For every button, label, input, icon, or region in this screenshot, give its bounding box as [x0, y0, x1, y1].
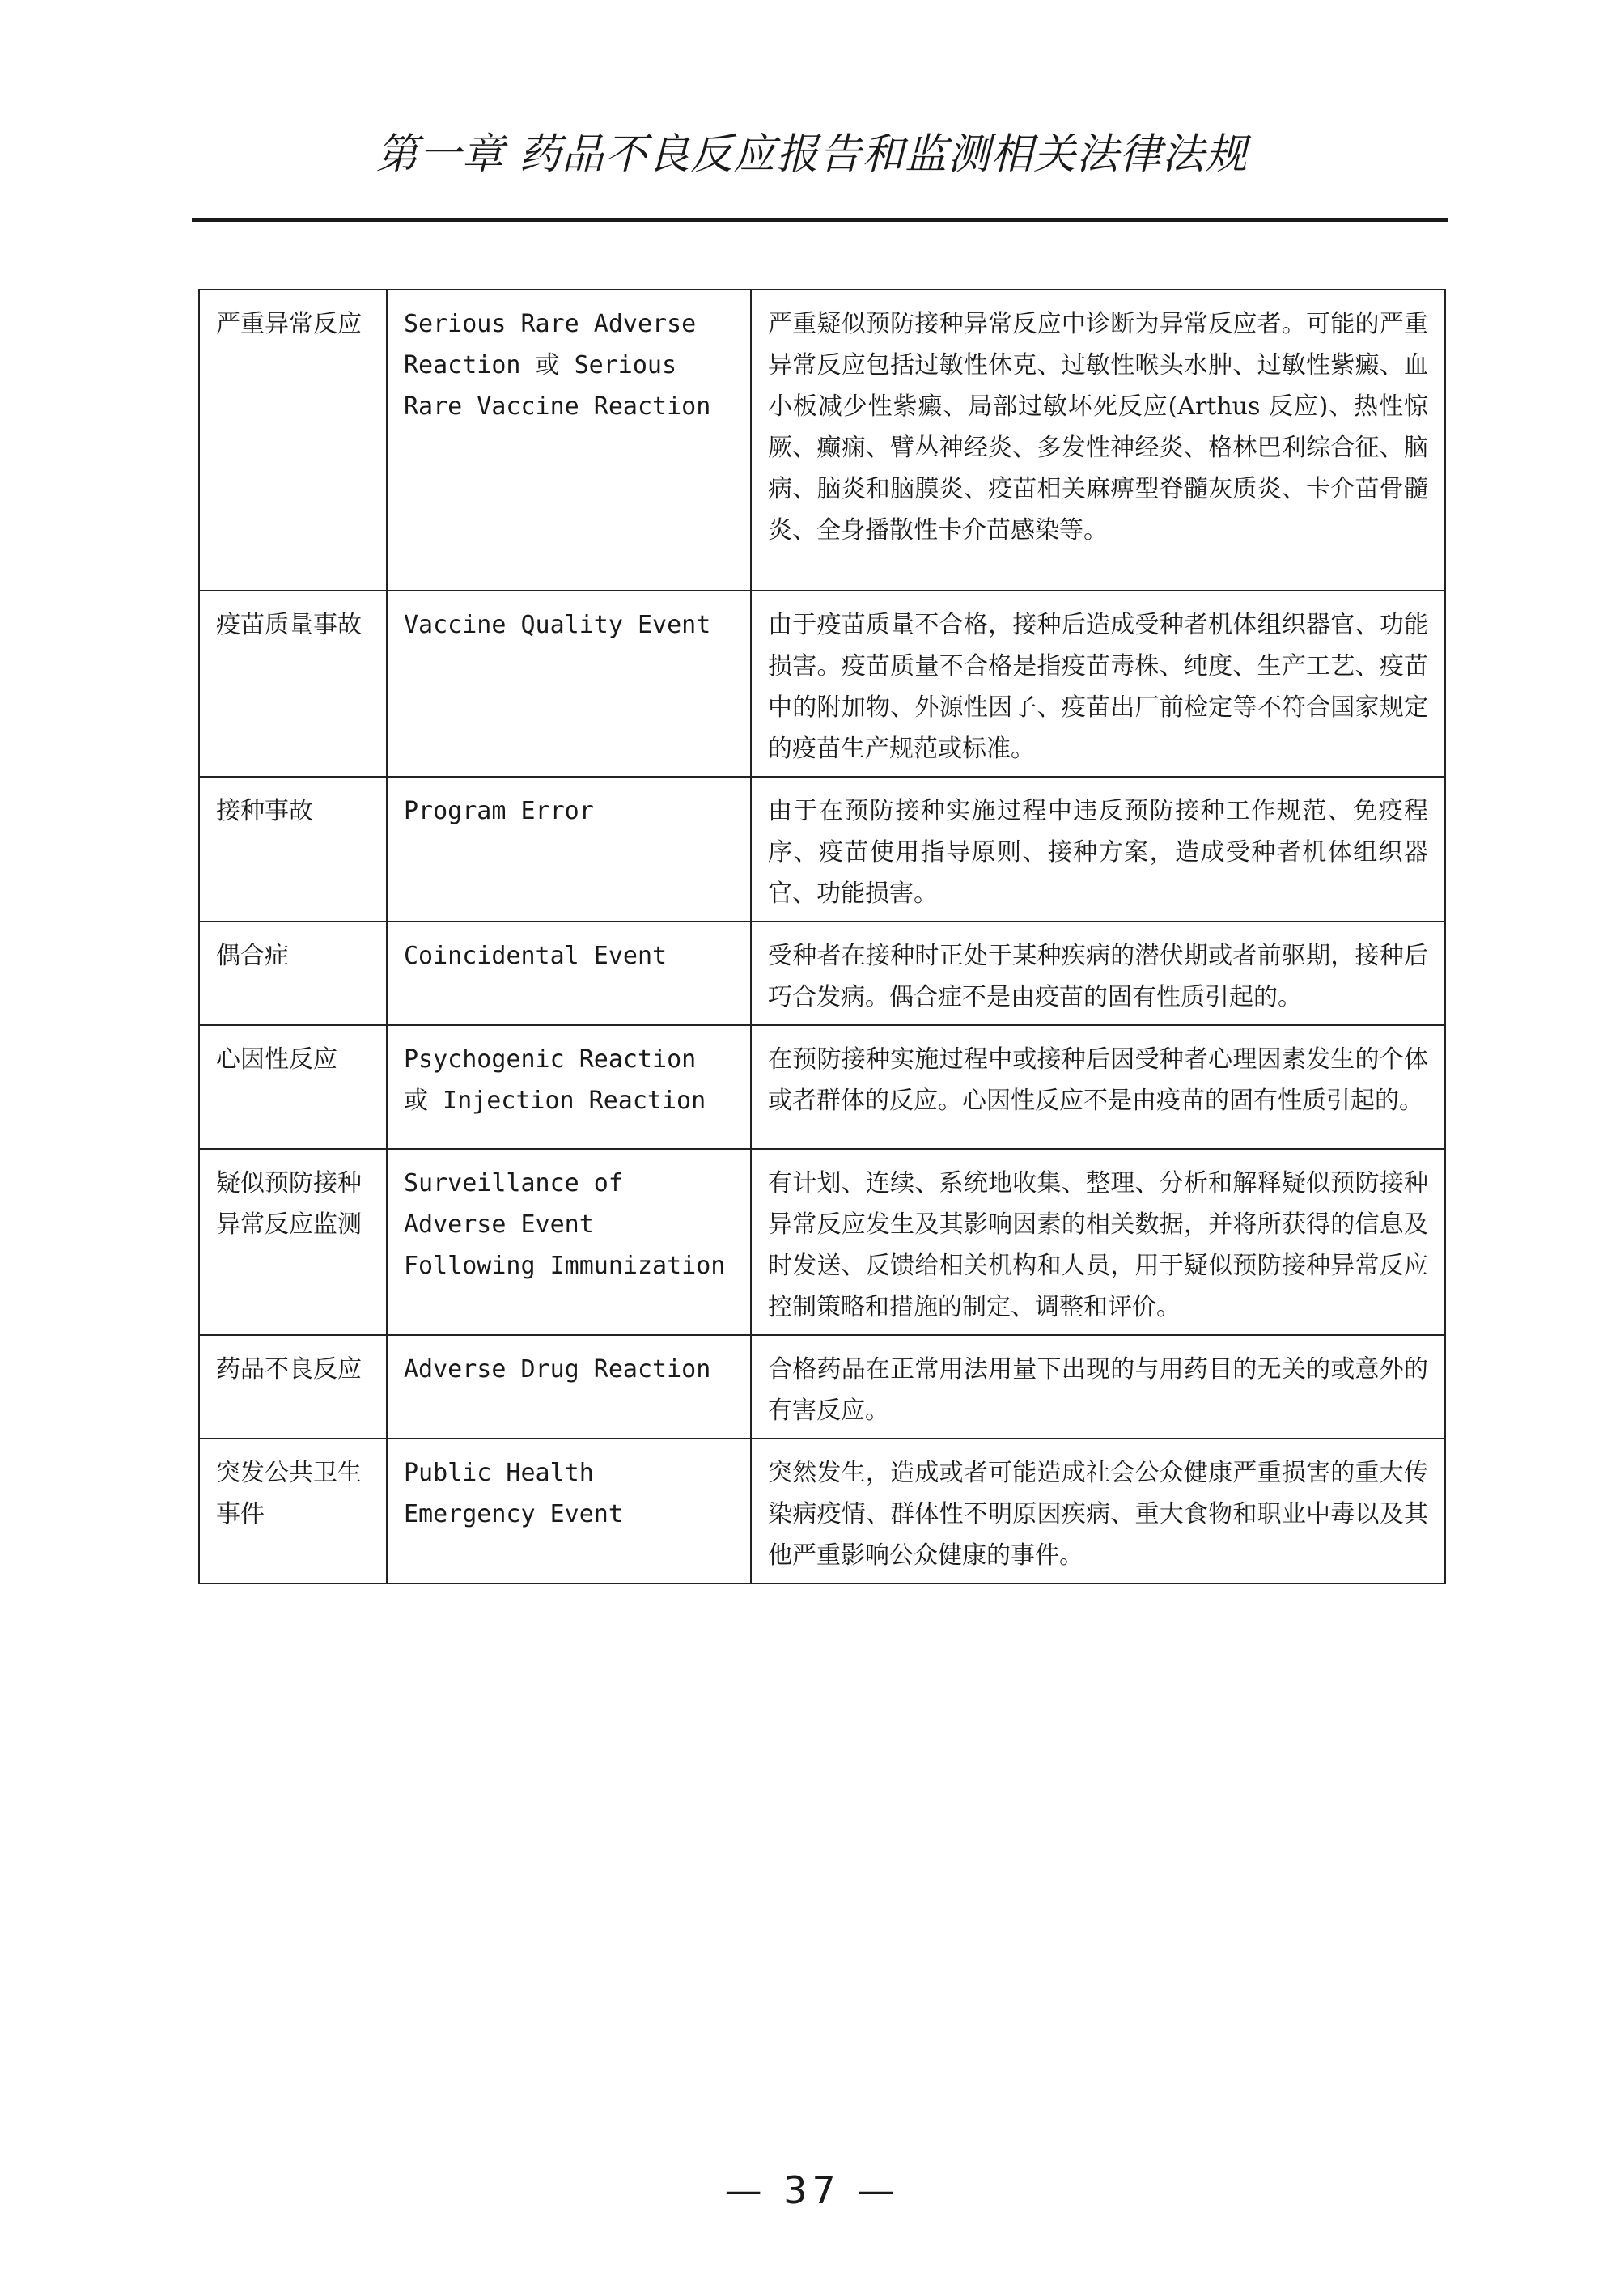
term-definition: 由于在预防接种实施过程中违反预防接种工作规范、免疫程序、疫苗使用指导原则、接种方案，造成受种者机体组织器官、功能损害。	[751, 777, 1445, 922]
table-row	[199, 922, 1445, 1025]
term-definition: 在预防接种实施过程中或接种后因受种者心理因素发生的个体或者群体的反应。心因性反应不是由疫苗的固有性质引起的。	[751, 1025, 1445, 1149]
term-english: Adverse Drug Reaction	[387, 1335, 751, 1439]
term-definition: 受种者在接种时正处于某种疾病的潜伏期或者前驱期，接种后巧合发病。偶合症不是由疫苗的固有性质引起的。	[751, 922, 1445, 1025]
term-english: Vaccine Quality Event	[387, 591, 751, 777]
term-chinese: 心因性反应	[199, 1025, 387, 1149]
table-row	[199, 777, 1445, 922]
term-chinese: 药品不良反应	[199, 1335, 387, 1439]
chapter-title: 第一章 药品不良反应报告和监测相关法律法规	[375, 130, 1249, 179]
term-chinese: 接种事故	[199, 777, 387, 922]
term-english: Psychogenic Reaction 或 Injection Reaction	[387, 1025, 751, 1149]
table-row	[199, 591, 1445, 777]
table-row	[199, 1149, 1445, 1335]
page-number: — 37 —	[724, 2168, 900, 2212]
table-row	[199, 1439, 1445, 1583]
term-definition: 合格药品在正常用法用量下出现的与用药目的无关的或意外的有害反应。	[751, 1335, 1445, 1439]
table-row	[199, 1025, 1445, 1149]
term-english: Public Health Emergency Event	[387, 1439, 751, 1583]
term-definition: 严重疑似预防接种异常反应中诊断为异常反应者。可能的严重异常反应包括过敏性休克、过敏性喉头水肿、过敏性紫癜、血小板减少性紫癜、局部过敏坏死反应(Arthus 反应)、热性惊厥、癫痫、臂丛神经炎、多发性神经炎、格林巴利综合征、脑病、脑炎和脑膜炎、疫苗相关麻痹型脊髓灰质炎、卡介苗骨髓炎、全身播散性卡介苗感染等。	[751, 290, 1445, 591]
header-divider	[192, 218, 1448, 222]
term-chinese: 疫苗质量事故	[199, 591, 387, 777]
term-english: Serious Rare Adverse Reaction 或 Serious Rare Vaccine Reaction	[387, 290, 751, 591]
term-definition: 突然发生，造成或者可能造成社会公众健康严重损害的重大传染病疫情、群体性不明原因疾病、重大食物和职业中毒以及其他严重影响公众健康的事件。	[751, 1439, 1445, 1583]
term-chinese: 突发公共卫生事件	[199, 1439, 387, 1583]
term-chinese: 严重异常反应	[199, 290, 387, 591]
table-row	[199, 1335, 1445, 1439]
terminology-table	[198, 289, 1446, 1584]
table-row	[199, 290, 1445, 591]
term-english: Coincidental Event	[387, 922, 751, 1025]
term-english: Program Error	[387, 777, 751, 922]
term-chinese: 偶合症	[199, 922, 387, 1025]
term-definition: 由于疫苗质量不合格，接种后造成受种者机体组织器官、功能损害。疫苗质量不合格是指疫苗毒株、纯度、生产工艺、疫苗中的附加物、外源性因子、疫苗出厂前检定等不符合国家规定的疫苗生产规范或标准。	[751, 591, 1445, 777]
term-definition: 有计划、连续、系统地收集、整理、分析和解释疑似预防接种异常反应发生及其影响因素的相关数据，并将所获得的信息及时发送、反馈给相关机构和人员，用于疑似预防接种异常反应控制策略和措施的制定、调整和评价。	[751, 1149, 1445, 1335]
term-english: Surveillance of Adverse Event Following Immunization	[387, 1149, 751, 1335]
term-chinese: 疑似预防接种异常反应监测	[199, 1149, 387, 1335]
